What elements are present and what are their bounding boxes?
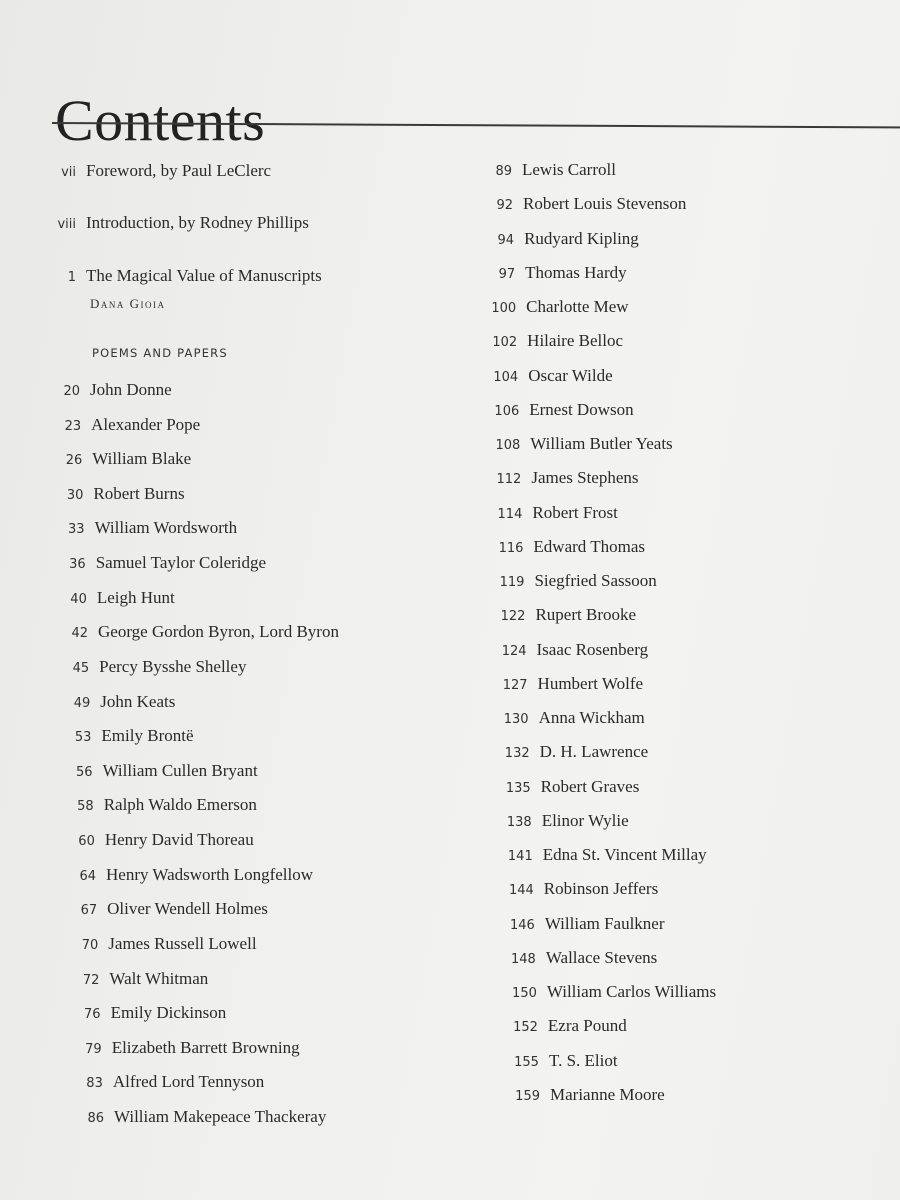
page-number: 70	[81, 937, 99, 953]
entry-title: Leigh Hunt	[96, 587, 175, 607]
page-number: 1	[67, 270, 76, 285]
toc-entry	[57, 517, 238, 539]
toc-entry	[67, 829, 254, 851]
entry-title: James Russell Lowell	[108, 933, 257, 953]
toc-entry	[486, 296, 628, 318]
entry-title: T. S. Eliot	[548, 1050, 618, 1070]
page-number: 112	[496, 472, 522, 488]
page-number: 155	[514, 1054, 539, 1070]
entry-title: Elinor Wylie	[541, 810, 629, 830]
entry-title: Edna St. Vincent Millay	[542, 845, 707, 865]
toc-entry-foreword	[32, 160, 271, 182]
page-number: 116	[498, 540, 524, 556]
page-number: 20	[63, 384, 80, 399]
toc-entry	[497, 639, 649, 661]
page-number: 106	[494, 403, 520, 419]
entry-title: Thomas Hardy	[525, 262, 627, 282]
entry-title: Robert Louis Stevenson	[523, 194, 687, 214]
toc-entry	[484, 228, 639, 250]
entry-title: Robert Frost	[532, 502, 618, 522]
page-number: 148	[511, 951, 536, 967]
page-number: 135	[505, 780, 531, 796]
entry-title: John Donne	[90, 380, 172, 399]
entry-title: Ezra Pound	[547, 1016, 627, 1036]
entry-title: William Carlos Williams	[546, 982, 717, 1002]
page-number: 122	[500, 609, 526, 625]
entry-title: Samuel Taylor Coleridge	[95, 553, 267, 573]
toc-entry	[61, 656, 246, 678]
entry-title: Ernest Dowson	[529, 399, 634, 419]
entry-title: Lewis Carroll	[522, 160, 616, 179]
entry-title: Emily Brontë	[101, 726, 194, 746]
toc-entry	[487, 330, 623, 352]
page-number: 94	[497, 232, 515, 248]
entry-title: Siegfried Sassoon	[534, 571, 657, 591]
toc-entry	[485, 262, 627, 284]
page-number: 159	[515, 1089, 540, 1104]
toc-entry	[502, 810, 629, 832]
page-number: 144	[508, 883, 534, 899]
page-number: 104	[493, 369, 519, 385]
toc-entry	[507, 981, 716, 1003]
entry-title: William Butler Yeats	[530, 434, 673, 454]
entry-title: D. H. Lawrence	[539, 742, 649, 762]
page-number: 141	[507, 849, 533, 865]
toc-entry	[482, 159, 616, 181]
toc-entry-introduction	[32, 212, 309, 234]
toc-entry	[503, 844, 707, 866]
page-number: 67	[80, 903, 98, 919]
entry-title: Edward Thomas	[533, 536, 645, 556]
page-number: 64	[79, 868, 96, 884]
entry-title: William Faulkner	[544, 913, 665, 933]
toc-entry	[505, 913, 665, 935]
page-number: 42	[71, 626, 88, 642]
page-number: 89	[495, 164, 512, 179]
entry-title: Alfred Lord Tennyson	[112, 1072, 265, 1092]
entry-title: Robert Graves	[540, 776, 640, 796]
page-number: 76	[84, 1007, 101, 1023]
entry-title: Introduction, by Rodney Phillips	[86, 213, 309, 232]
toc-entry	[510, 1084, 665, 1106]
page-number: 36	[69, 557, 86, 573]
entry-title: William Makepeace Thackeray	[114, 1107, 327, 1126]
page-number: 23	[64, 418, 82, 434]
page-number: 138	[506, 814, 532, 830]
entry-title: Anna Wickham	[538, 708, 645, 728]
toc-entry	[491, 467, 638, 489]
toc-entry	[492, 502, 617, 524]
page-number: 152	[513, 1020, 538, 1036]
toc-entry	[498, 673, 644, 695]
toc-entry	[63, 725, 193, 747]
entry-title: William Wordsworth	[94, 518, 238, 538]
page-number: 58	[77, 799, 94, 815]
essay-author: Dana Gioia	[90, 296, 166, 311]
entry-title: Marianne Moore	[550, 1085, 665, 1104]
entry-title: Oscar Wilde	[528, 365, 613, 385]
entry-title: Alexander Pope	[91, 414, 201, 434]
toc-entry	[489, 399, 633, 421]
entry-title: Ralph Waldo Emerson	[103, 795, 257, 815]
page-number: 150	[512, 986, 537, 1002]
toc-entry	[74, 1037, 300, 1059]
entry-title: William Blake	[92, 449, 192, 469]
toc-entry	[76, 1106, 326, 1128]
toc-entry	[493, 536, 645, 558]
page-number: 86	[87, 1111, 104, 1126]
page-number: 60	[78, 834, 95, 850]
entry-title: George Gordon Byron, Lord Byron	[98, 622, 339, 642]
page-number: 72	[82, 972, 100, 988]
page-number: 56	[76, 764, 93, 780]
toc-entry	[58, 552, 266, 574]
entry-title: Humbert Wolfe	[537, 673, 644, 693]
entry-title: The Magical Value of Manuscripts	[86, 266, 322, 285]
page-number: 119	[499, 575, 525, 591]
toc-entry	[483, 193, 686, 215]
entry-title: Robert Burns	[93, 483, 185, 503]
page-number: 26	[65, 453, 83, 469]
toc-entry	[509, 1050, 618, 1072]
page-title: Contents	[55, 87, 266, 153]
entry-title: Rupert Brooke	[535, 605, 637, 625]
toc-entry	[54, 448, 191, 470]
entry-title: Oliver Wendell Holmes	[107, 899, 268, 919]
entry-title: Elizabeth Barrett Browning	[111, 1037, 300, 1057]
page-number: 30	[66, 487, 84, 503]
toc-entry	[66, 794, 257, 816]
entry-title: Henry David Thoreau	[104, 830, 254, 850]
entry-title: Rudyard Kipling	[524, 228, 639, 248]
toc-entry	[501, 776, 640, 798]
toc-entry	[500, 741, 649, 763]
page-number: 130	[503, 712, 529, 728]
page-number: 97	[498, 266, 516, 282]
entry-title: Henry Wadsworth Longfellow	[106, 864, 313, 884]
entry-title: Robinson Jeffers	[543, 879, 659, 899]
page-number: vii	[61, 165, 76, 180]
toc-entry	[75, 1071, 264, 1093]
toc-entry	[73, 1002, 227, 1024]
toc-entry	[499, 707, 645, 729]
toc-entry	[495, 604, 636, 626]
section-heading: POEMS AND PAPERS	[92, 346, 228, 360]
page-number: 53	[74, 730, 92, 746]
page-number: 49	[73, 695, 91, 711]
toc-entry	[71, 968, 208, 990]
page-number: 124	[501, 643, 527, 659]
toc-entry	[69, 898, 268, 920]
entry-title: Charlotte Mew	[526, 297, 629, 317]
page-number: 100	[491, 301, 517, 317]
page-number: 132	[504, 746, 530, 762]
toc-entry	[53, 414, 200, 436]
entry-title: Foreword, by Paul LeClerc	[86, 161, 272, 180]
toc-entry	[55, 483, 184, 505]
toc-entry-essay	[32, 265, 322, 287]
page-number: 40	[70, 591, 87, 607]
entry-title: Isaac Rosenberg	[536, 639, 649, 659]
toc-entry	[488, 365, 612, 387]
toc-entry	[70, 933, 256, 955]
page-number: 33	[68, 522, 85, 538]
page-number: 83	[86, 1076, 103, 1092]
page-number: 79	[85, 1041, 102, 1057]
toc-entry	[504, 878, 658, 900]
page-number: 45	[72, 660, 90, 676]
entry-title: James Stephens	[531, 468, 639, 488]
toc-entry	[494, 570, 656, 592]
entry-title: Hilaire Belloc	[527, 331, 623, 351]
page-number: 114	[497, 506, 523, 522]
entry-title: Emily Dickinson	[110, 1003, 227, 1023]
entry-title: John Keats	[100, 691, 176, 711]
toc-entry	[62, 691, 175, 713]
toc-entry	[60, 621, 339, 643]
toc-entry	[59, 587, 175, 609]
entry-title: William Cullen Bryant	[102, 760, 258, 780]
page-number: 92	[496, 198, 514, 214]
entry-title: Percy Bysshe Shelley	[99, 656, 247, 676]
page-number: 108	[495, 438, 521, 454]
page-number: 127	[502, 677, 528, 693]
toc-entry	[506, 947, 657, 969]
page-number: viii	[57, 217, 76, 232]
toc-entry	[65, 760, 258, 782]
page-number: 146	[509, 917, 535, 933]
toc-entry	[52, 379, 172, 401]
entry-title: Walt Whitman	[109, 968, 209, 988]
toc-entry	[508, 1015, 627, 1037]
toc-entry	[490, 433, 672, 455]
page-number: 102	[492, 335, 518, 351]
toc-entry	[68, 864, 313, 886]
entry-title: Wallace Stevens	[545, 947, 658, 967]
